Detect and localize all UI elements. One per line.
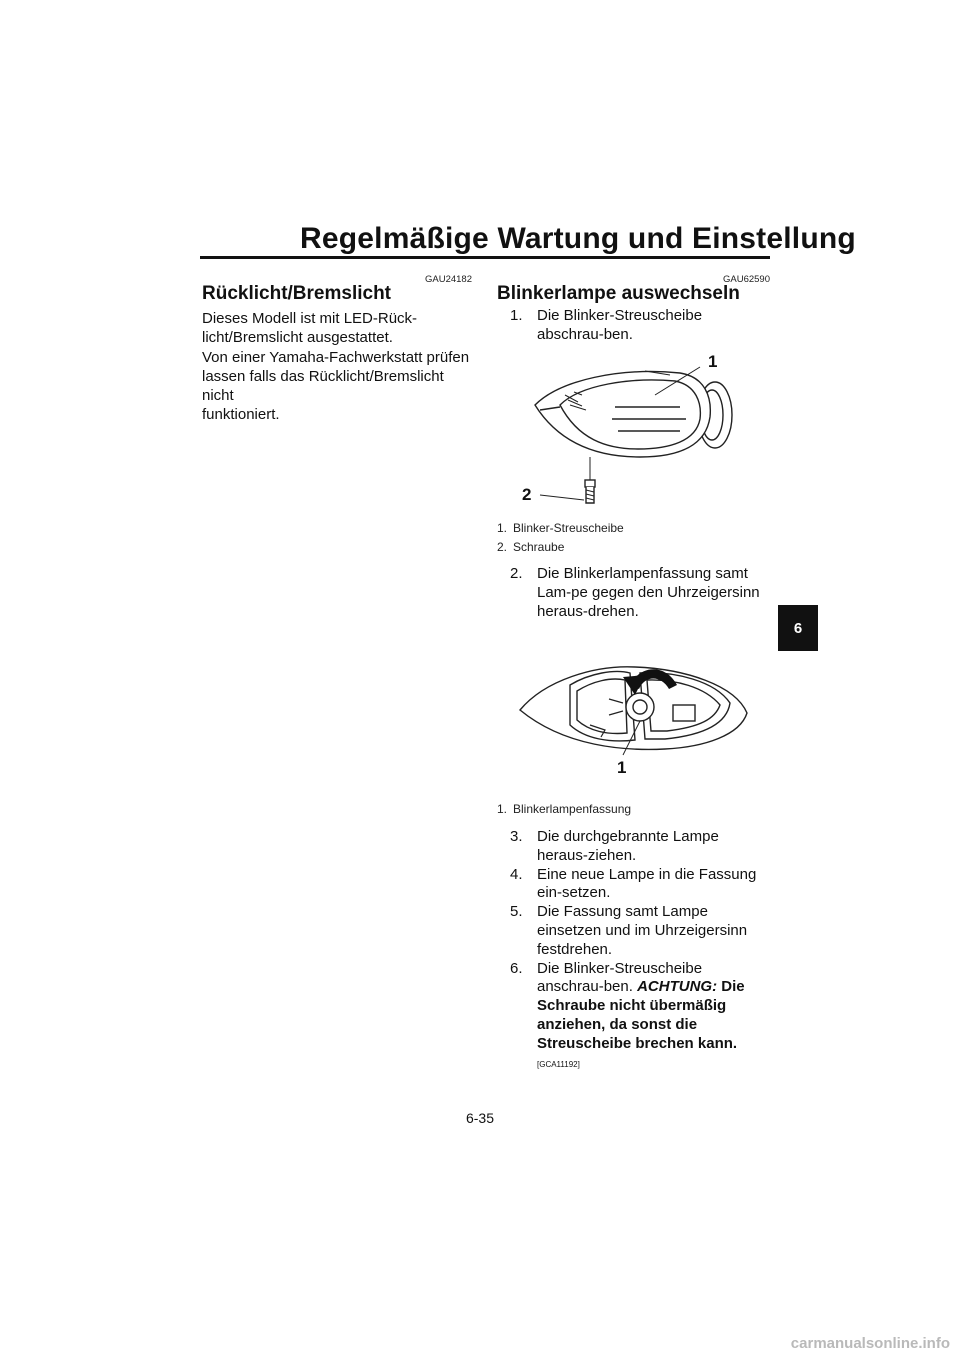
step-text: Die Fassung samt Lampe einsetzen und im Uhrzeigersinn festdrehen. [537, 903, 748, 958]
callout-1: 1 [617, 758, 627, 775]
step-list-1 [510, 307, 772, 345]
body-line: lassen falls das Rücklicht/Bremslicht nicht [202, 367, 444, 405]
step-number: 2. [510, 565, 523, 582]
step-item [510, 565, 772, 621]
body-line: Von einer Yamaha-Fachwerkstatt prüfen [202, 348, 470, 366]
step-text: Eine neue Lampe in die Fassung ein-setzen. [537, 865, 757, 902]
step-item [510, 903, 772, 959]
turn-signal-lens-illustration [520, 345, 745, 515]
caption-item: 1. Blinkerlampenfassung [497, 802, 632, 816]
section-heading-right: Blinkerlampe auswechseln [497, 283, 740, 304]
page-number: 6-35 [465, 1110, 495, 1126]
bulb-socket-illustration [515, 655, 755, 775]
section-code-right: GAU62590 [722, 274, 770, 285]
section-body-left [202, 309, 477, 425]
step-text: Die Blinker-Streuscheibe abschrau-ben. [537, 307, 703, 343]
step-text: Die Blinkerlampenfassung samt Lam-pe gegen den Uhrzeigersinn heraus-drehen. [537, 565, 760, 620]
figure-2-caption [497, 800, 772, 819]
step-item [510, 866, 772, 904]
title-rule [200, 256, 770, 259]
step-number: 6. [510, 959, 523, 977]
step-item [510, 828, 772, 866]
page-title: Regelmäßige Wartung und Einstellung [300, 222, 856, 255]
callout-2: 2 [522, 485, 532, 504]
callout-1: 1 [708, 352, 718, 371]
figure-1-caption [497, 519, 772, 557]
warning-code: [GCA11192] [537, 1059, 580, 1069]
body-line: funktioniert. [202, 406, 280, 424]
chapter-tab: 6 [778, 605, 818, 651]
step-number: 5. [510, 903, 523, 921]
step-number: 1. [510, 307, 523, 324]
section-heading-left: Rücklicht/Bremslicht [202, 283, 391, 304]
step-number: 3. [510, 828, 523, 845]
body-line: Dieses Modell ist mit LED-Rück- [202, 310, 418, 327]
caption-item: 1. Blinker-Streuscheibe [497, 521, 624, 535]
section-code-left: GAU24182 [424, 274, 472, 285]
step-item [510, 307, 772, 345]
warning-text: Die Schraube nicht übermäßig anziehen, da sonst die Streuscheibe brechen kann. [537, 978, 745, 1052]
step-text: Die Blinker-Streuscheibe anschrau-ben. [537, 959, 703, 996]
step-list-2 [510, 565, 772, 621]
step-text: Die durchgebrannte Lampe heraus-ziehen. [537, 828, 719, 864]
warning-label: ACHTUNG: [637, 978, 718, 996]
step-number: 4. [510, 865, 523, 883]
watermark: carmanualsonline.info [790, 1335, 950, 1352]
step-item [510, 960, 772, 1075]
body-line: licht/Bremslicht ausgestattet. [202, 329, 393, 347]
step-list-3 [510, 828, 772, 1074]
caption-item: 2. Schraube [497, 540, 565, 554]
